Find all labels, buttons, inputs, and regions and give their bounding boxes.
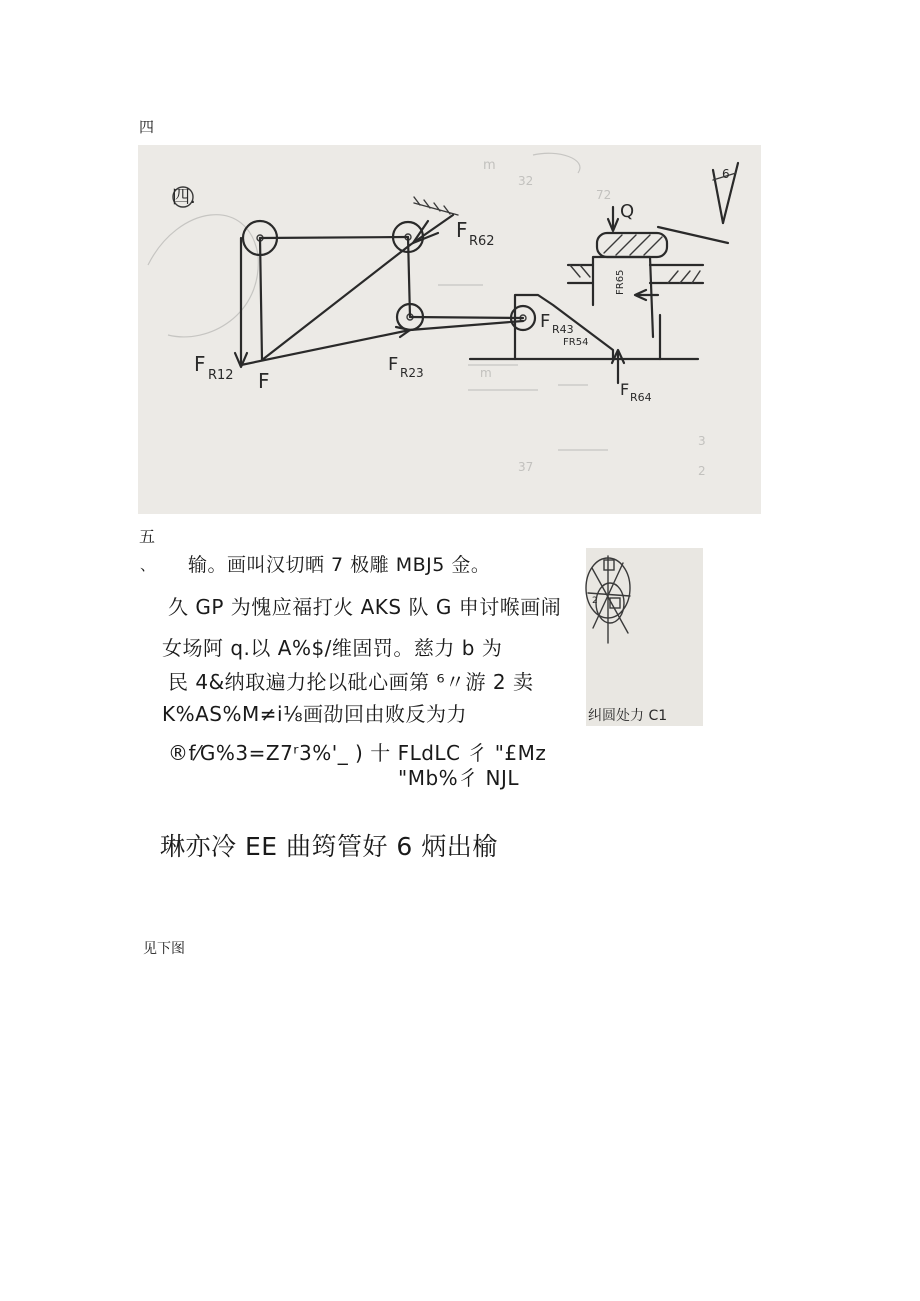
svg-text:m: m: [480, 366, 492, 380]
svg-text:3: 3: [698, 434, 706, 448]
section-5-number: 五: [139, 527, 156, 546]
svg-text:37: 37: [518, 460, 534, 474]
sketch-caption: 纠圆处力 C1: [588, 708, 668, 724]
ocr-line-5: K%AS%M≠i⅛画劭回由败反为力: [162, 702, 467, 726]
ocr-line-7: "Mb%彳 NJL: [398, 766, 520, 790]
ocr-line-6: ®f⁄G%3=Z7ʳ3%'_ ) 十 FLdLC 彳 "£Mz: [168, 741, 547, 765]
sketch-photo: [578, 548, 703, 726]
diagram-section-label: 四.: [172, 187, 196, 208]
label-fr12-sub: R12: [208, 368, 234, 383]
ocr-line-8: 琳亦冷 EE 曲筠管好 6 炳出榆: [160, 832, 498, 861]
see-figure-note: 见下图: [143, 941, 185, 957]
label-f: F: [258, 369, 270, 393]
label-fr43-sub: R43: [552, 323, 574, 336]
label-fr64: F: [620, 380, 630, 399]
label-fr23: F: [388, 354, 399, 375]
svg-text:2: 2: [698, 464, 706, 478]
force-diagram-photo: [138, 145, 761, 514]
label-fr62: F: [456, 218, 468, 242]
section-5-mark: 、: [140, 556, 156, 574]
svg-text:72: 72: [596, 188, 612, 202]
label-fr54: FR54: [563, 337, 589, 348]
label-fr43: F: [540, 311, 551, 332]
label-q: Q: [620, 201, 635, 222]
ocr-line-4: 民 4&纳取遍力抡以砒心画第 ⁶〃游 2 卖: [168, 670, 534, 694]
label-angle: 6: [722, 167, 730, 181]
label-fr23-sub: R23: [400, 366, 424, 380]
svg-text:m: m: [483, 158, 496, 173]
label-fr12: F: [194, 352, 206, 376]
section-4-number: 四: [139, 118, 155, 136]
label-fr65: FR65: [615, 269, 626, 295]
svg-text:2: 2: [592, 596, 598, 606]
label-fr62-sub: R62: [469, 234, 495, 249]
label-fr64-sub: R64: [630, 391, 652, 404]
ocr-line-3: 女场阿 q.以 A%$/维固罚。慈力 b 为: [162, 636, 503, 660]
ocr-line-2: 久 GP 为愧应福打火 AKS 队 G 申讨喉画闹: [168, 595, 562, 619]
svg-text:32: 32: [518, 174, 534, 188]
ocr-line-1: 输。画叫汉切晒 7 极雕 MBJ5 金。: [188, 554, 491, 576]
